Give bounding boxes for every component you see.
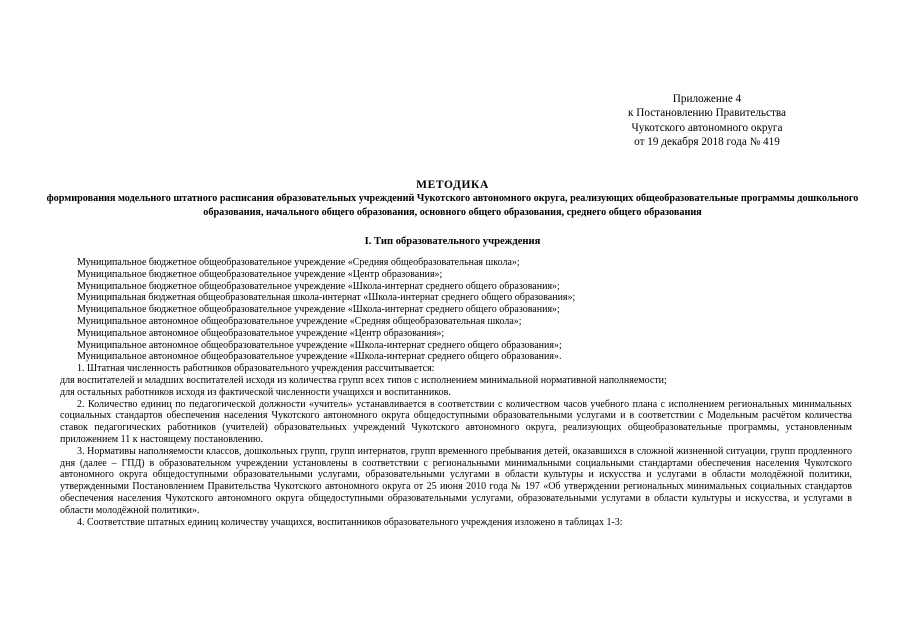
appendix-number: Приложение 4: [672, 93, 742, 105]
institution-item: Муниципальное бюджетное общеобразовательное учреждение «Средняя общеобразовательная школа»;: [77, 257, 520, 268]
paragraph-1-item: для остальных работников исходя из фактической численности учащихся и воспитанников.: [60, 386, 451, 398]
paragraph-2: 2. Количество единиц по педагогической должности «учитель» устанавливается в соответствии с количеством часов учебного плана с исполнением региональных минимальных социальных стандартов обеспечения населения Чукотского автономного округа общедоступными образовательными услугами и в соответствии с Модельным расчётом количества ставок педагогических работников (учителей) образовательных учреждений Чукотского автономного округа, реализующих общеобразовательные программы, установленным приложением 11 к настоящему постановлению.: [60, 398, 852, 445]
paragraph-1-item: для воспитателей и младших воспитателей исходя из количества групп всех типов с исполнением минимальной нормативной наполняемости;: [60, 374, 667, 386]
appendix-header: [587, 92, 827, 149]
institution-item: Муниципальное автономное общеобразовательное учреждение «Школа-интернат среднего общего образования».: [77, 351, 562, 363]
paragraph-3: 3. Нормативы наполняемости классов, дошкольных групп, групп интернатов, групп временного пребывания детей, оказавшихся в сложной жизненной ситуации, групп продленного дня (далее – ГПД) в образовательном учреждении установлены в соответствии с региональными минимальными социальными стандартами обеспечения населения Чукотского автономного округа общедоступными образовательными услугами, образовательными услугами в области культуры и искусства и услугами в области молодёжной политики, утвержденными Постановлением Правительства Чукотского автономного округа от 25 июня 2010 года № 197 «Об утверждении региональных минимальных социальных стандартов обеспечения населения Чукотского автономного округа общедоступными образовательными услугами, образовательными услугами в области культуры и искусства, и услугами в области молодёжной политики».: [60, 445, 852, 516]
appendix-decree-ref: к Постановлению Правительства: [628, 107, 786, 120]
institution-item: Муниципальное бюджетное общеобразовательное учреждение «Школа-интернат среднего общего образования»;: [77, 304, 560, 316]
institution-item: Муниципальное автономное общеобразовательное учреждение «Средняя общеобразовательная школа»;: [77, 315, 522, 327]
document-subtitle: формирования модельного штатного расписания образовательных учреждений Чукотского автономного округа, реализующих общеобразовательные программы дошкольного образования, начального общего образования, основного общего образования, среднего общего образования: [46, 193, 859, 218]
appendix-region: Чукотского автономного округа: [631, 121, 783, 134]
institution-item: Муниципальное автономное общеобразовательное учреждение «Школа-интернат среднего общего образования»;: [77, 339, 562, 351]
institution-item: Муниципальная бюджетная общеобразовательная школа-интернат «Школа-интернат среднего общего образования»;: [77, 292, 576, 304]
institution-item: Муниципальное бюджетное общеобразовательное учреждение «Школа-интернат среднего общего образования»;: [77, 280, 560, 292]
paragraph-1-intro: 1. Штатная численность работников образовательного учреждения рассчитывается:: [77, 363, 435, 375]
appendix-date: от 19 декабря 2018 года № 419: [634, 135, 780, 148]
document-body: [60, 257, 852, 528]
document-title: МЕТОДИКА: [416, 179, 489, 191]
institution-item: Муниципальное автономное общеобразовательное учреждение «Центр образования»;: [77, 327, 445, 339]
institution-item: Муниципальное бюджетное общеобразовательное учреждение «Центр образования»;: [77, 268, 443, 280]
paragraph-4: 4. Соответствие штатных единиц количеству учащихся, воспитанников образовательного учреждения изложено в таблицах 1-3:: [77, 516, 623, 528]
section-title: I. Тип образовательного учреждения: [364, 236, 541, 247]
